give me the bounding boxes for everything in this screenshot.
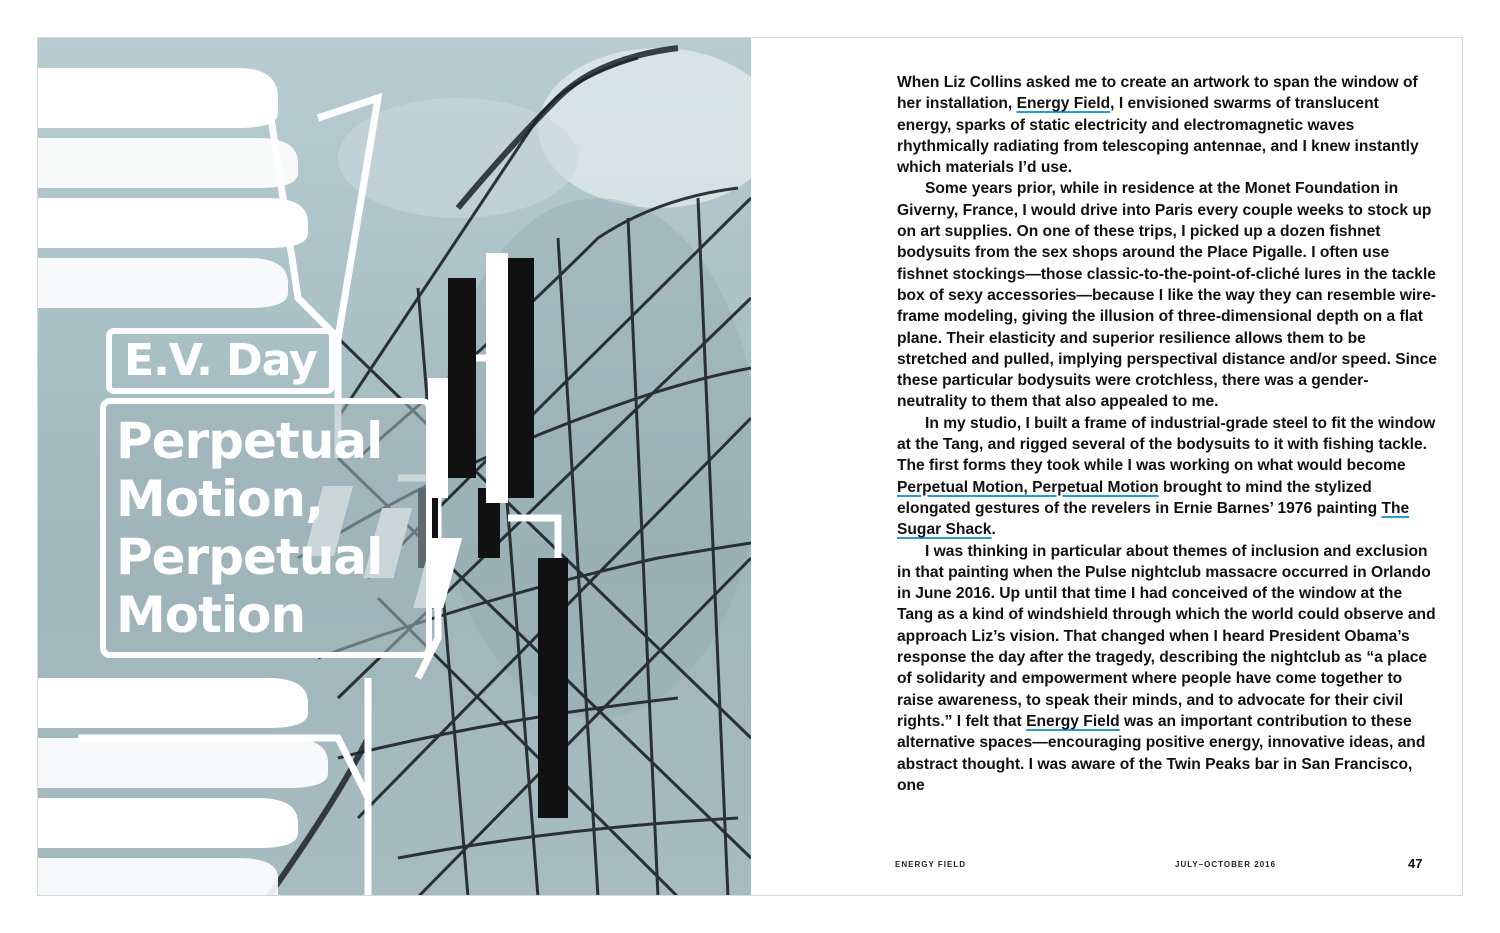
italic-title-reference: Energy Field	[1016, 95, 1111, 113]
paragraph-text: .	[991, 521, 996, 539]
title-line: Perpetual	[116, 528, 383, 586]
italic-title-reference: Perpetual Motion, Perpetual Motion	[897, 478, 1159, 496]
title-line: Perpetual	[116, 412, 383, 470]
footer-section-title: ENERGY FIELD	[895, 860, 966, 869]
author-name: E.V. Day	[106, 328, 335, 394]
magazine-spread	[37, 37, 1463, 896]
paragraph-text: , I envisioned swarms of translucent energy, sparks of static electricity and electromagnetic waves rhythmically radiating from telescoping antennae, and I knew instantly which materials I’d use.	[897, 95, 1419, 177]
paragraph-text: was an important contribution to these alternative spaces—encouraging positive energy, innovative ideas, and abstract thought. I was aware of the Twin Peaks bar in San Francisco, one	[897, 712, 1426, 794]
italic-title-reference: Energy Field	[1026, 712, 1120, 730]
italic-title-reference: The Sugar Shack	[897, 499, 1410, 539]
article-body	[897, 72, 1437, 796]
paragraph	[897, 72, 1437, 178]
paragraph-text: I was thinking in particular about themes of inclusion and exclusion in that painting when the Pulse nightclub massacre occurred in Orlando in June 2016. Up until that time I had conceived of the window at the Tang as a kind of windshield through which the world could observe and approach Liz’s vision. That changed when I heard President Obama’s response the day after the tragedy, describing the nightclub as “a place of solidarity and empowerment where people have come together to raise awareness, to speak their minds, and to advocate for their civil rights.” I felt that	[897, 542, 1436, 730]
left-page-artwork	[38, 38, 751, 896]
paragraph	[897, 178, 1437, 412]
paragraph	[897, 413, 1437, 541]
paragraph-text: Some years prior, while in residence at the Monet Foundation in Giverny, France, I would drive into Paris every couple weeks to stock up on art supplies. On one of these trips, I picked up a dozen fishnet bodysuits from the sex shops around the Place Pigalle. I often use fishnet stockings—those classic-to-the-point-of-cliché lures in the tackle box of sexy accessories—because I like the way they can resemble wire-frame modeling, giving the illusion of three-dimensional depth on a flat plane. Their elasticity and superior resilience allows them to be stretched and pulled, implying perspectival distance and/or speed. Since these particular bodysuits were crotchless, there was a gender-neutrality to them that also appealed to me.	[897, 180, 1437, 411]
paragraph-text: When Liz Collins asked me to create an artwork to span the window of her installation,	[897, 74, 1418, 113]
right-page-text	[751, 38, 1463, 896]
title-line: Motion	[116, 586, 306, 644]
paragraph-text: In my studio, I built a frame of industrial-grade steel to fit the window at the Tang, and rigged several of the bodysuits to it with fishing tackle. The first forms they took while I was working on what would become	[897, 414, 1436, 475]
artwork-title	[100, 398, 432, 658]
title-line: Motion,	[116, 470, 324, 528]
footer-date: JULY–OCTOBER 2016	[1175, 860, 1277, 869]
paragraph-text: brought to mind the stylized elongated gestures of the revelers in Ernie Barnes’ 1976 painting	[897, 478, 1382, 517]
paragraph	[897, 541, 1437, 797]
page-number: 47	[1408, 856, 1423, 871]
